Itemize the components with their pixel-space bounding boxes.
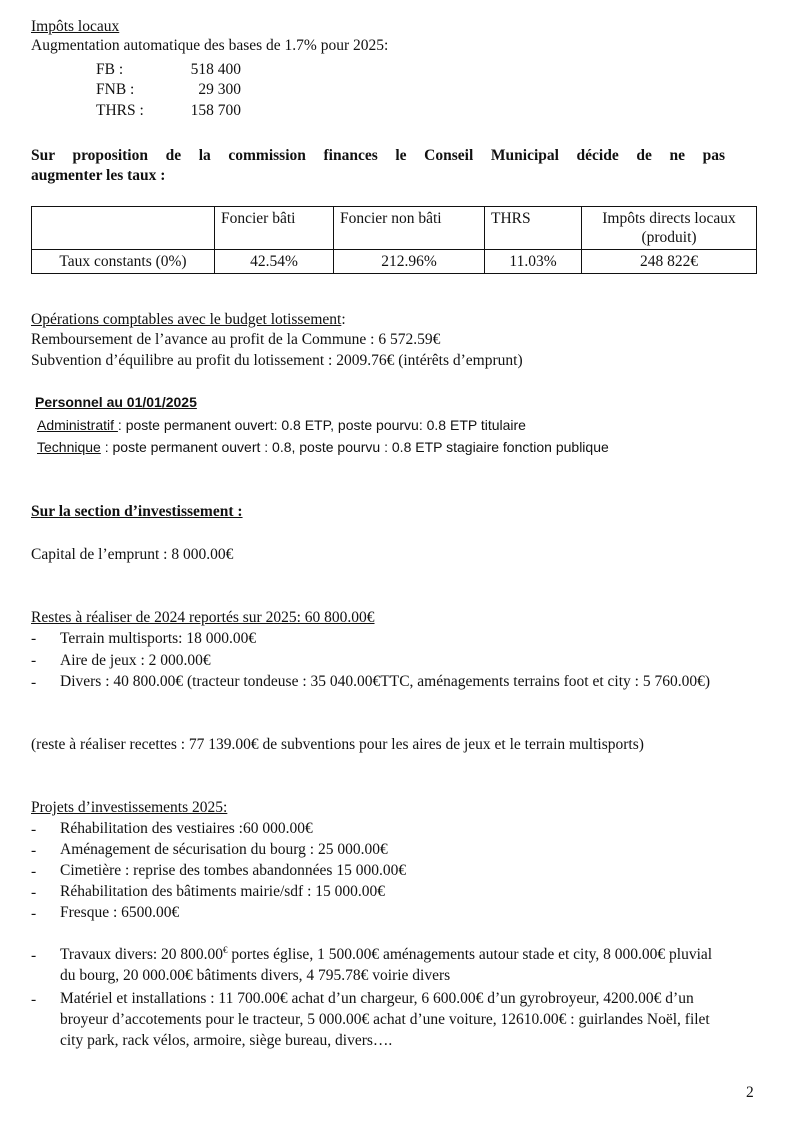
operations-title: Opérations comptables avec le budget lotissement <box>31 311 342 328</box>
table-header-cell: THRS <box>485 207 582 250</box>
base-label: FNB : <box>96 81 135 98</box>
bases-intro: Augmentation automatique des bases de 1.7% pour 2025: <box>31 37 389 54</box>
bullet-dash: - <box>31 863 37 880</box>
operations-title-suffix: : <box>341 311 346 328</box>
page-number: 2 <box>746 1084 754 1101</box>
list-item: Cimetière : reprise des tombes abandonnées 15 000.00€ <box>60 862 407 879</box>
personnel-text: : poste permanent ouvert : 0.8, poste pourvu : 0.8 ETP stagiaire fonction publique <box>100 439 609 455</box>
list-item: Réhabilitation des vestiaires :60 000.00€ <box>60 820 313 837</box>
bullet-dash: - <box>31 630 37 647</box>
table-header-cell: Foncier non bâti <box>334 207 485 250</box>
table-header-cell <box>32 207 215 250</box>
table-cell: Taux constants (0%) <box>32 250 215 274</box>
table-cell: 42.54% <box>215 250 334 274</box>
operations-line: Remboursement de l’avance au profit de la Commune : 6 572.59€ <box>31 331 441 348</box>
list-item: Terrain multisports: 18 000.00€ <box>60 630 257 647</box>
euro-superscript: € <box>223 944 228 955</box>
personnel-label: Administratif <box>37 417 118 433</box>
investissement-heading: Sur la section d’investissement : <box>31 503 243 520</box>
table-row <box>32 250 757 274</box>
table-cell: 11.03% <box>485 250 582 274</box>
bullet-dash: - <box>31 884 37 901</box>
bullet-dash: - <box>31 842 37 859</box>
restes-note: (reste à réaliser recettes : 77 139.00€ de subventions pour les aires de jeux et le terrain multisports) <box>31 736 644 753</box>
list-item: Réhabilitation des bâtiments mairie/sdf : 15 000.00€ <box>60 883 386 900</box>
base-value: 29 300 <box>198 81 241 98</box>
base-value: 158 700 <box>190 102 241 119</box>
table-header-row <box>32 207 757 250</box>
table-header-cell: Impôts directs locaux (produit) <box>582 207 757 250</box>
personnel-heading: Personnel au 01/01/2025 <box>35 394 197 410</box>
impots-locaux-heading: Impôts locaux <box>31 18 120 35</box>
bullet-dash: - <box>31 991 37 1008</box>
operations-line: Subvention d’équilibre au profit du lotissement : 2009.76€ (intérêts d’emprunt) <box>31 352 523 369</box>
bullet-dash: - <box>31 905 37 922</box>
personnel-label: Technique <box>37 439 101 455</box>
table-cell: 212.96% <box>334 250 485 274</box>
personnel-text: : poste permanent ouvert: 0.8 ETP, poste pourvu: 0.8 ETP titulaire <box>117 417 526 433</box>
decision-line-1: Sur proposition de la commission finances le Conseil Municipal décide de ne pas <box>31 147 725 164</box>
list-item-materiel: Matériel et installations : 11 700.00€ achat d’un chargeur, 6 600.00€ d’un gyrobroyeur, 4200.00€ d’un broyeur d’accotements pour le tracteur, 5 000.00€ achat d’une voiture, 12610.00€ : guirlandes Noël, filet city park, rack vélos, armoire, siège bureau, divers…. <box>60 990 710 1049</box>
travaux-text: portes église, 1 500.00€ aménagements autour stade et city, 8 000.00€ pluvial du bourg, 20 000.00€ bâtiments divers, 4 795.78€ voirie divers <box>60 946 713 984</box>
table-header-cell: Foncier bâti <box>215 207 334 250</box>
list-item: Aménagement de sécurisation du bourg : 25 000.00€ <box>60 841 388 858</box>
personnel-row-technique <box>37 438 609 457</box>
bullet-dash: - <box>31 652 37 669</box>
travaux-text: Travaux divers: 20 800.00 <box>60 946 224 963</box>
decision-line-2: augmenter les taux : <box>31 167 166 184</box>
bullet-dash: - <box>31 947 37 964</box>
list-item-travaux <box>60 944 720 986</box>
list-item: Divers : 40 800.00€ (tracteur tondeuse : 35 040.00€TTC, aménagements terrains foot et city : 5 760.00€) <box>60 673 710 690</box>
base-value: 518 400 <box>190 61 241 78</box>
base-label: FB : <box>96 61 124 78</box>
table-cell: 248 822€ <box>582 250 757 274</box>
operations-heading <box>31 310 346 329</box>
personnel-row-admin <box>37 416 526 435</box>
list-item: Fresque : 6500.00€ <box>60 904 180 921</box>
list-item: Aire de jeux : 2 000.00€ <box>60 652 211 669</box>
tax-rates-table <box>31 206 757 274</box>
bullet-dash: - <box>31 821 37 838</box>
projets-heading: Projets d’investissements 2025: <box>31 799 228 816</box>
restes-heading: Restes à réaliser de 2024 reportés sur 2025: 60 800.00€ <box>31 609 375 626</box>
bullet-dash: - <box>31 674 37 691</box>
capital-emprunt: Capital de l’emprunt : 8 000.00€ <box>31 546 234 563</box>
base-label: THRS : <box>96 102 144 119</box>
